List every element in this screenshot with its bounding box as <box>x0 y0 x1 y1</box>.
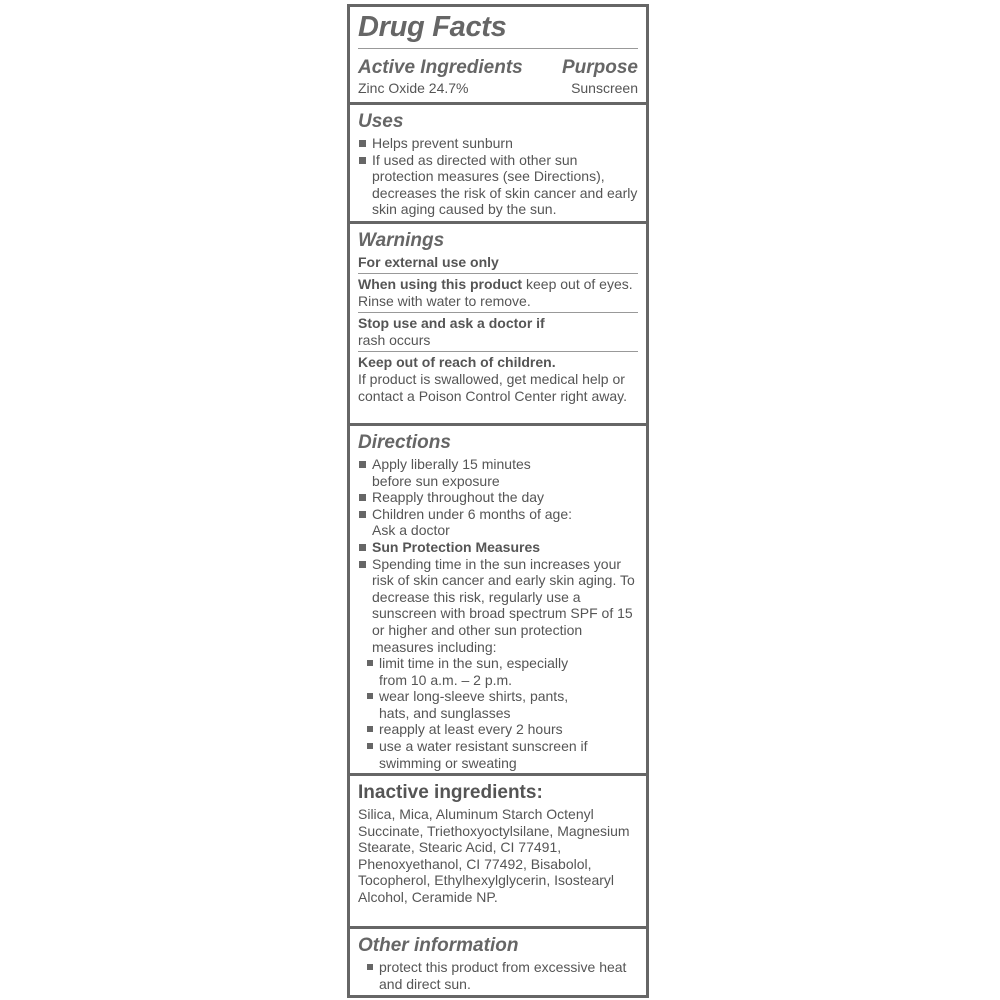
warnings-heading: Warnings <box>358 230 445 251</box>
directions-list <box>358 456 638 655</box>
active-ingredient: Zinc Oxide 24.7% <box>358 80 469 96</box>
directions-heading: Directions <box>358 432 451 453</box>
list-item: Helps prevent sunburn <box>358 135 638 152</box>
uses-heading: Uses <box>358 111 404 132</box>
list-item: Children under 6 months of age: Ask a doctor <box>358 506 638 539</box>
purpose-heading: Purpose <box>561 57 638 78</box>
list-item: If used as directed with other sun protection measures (see Directions), decreases the risk of skin cancer and early skin aging caused by the sun. <box>358 152 638 218</box>
list-item: reapply at least every 2 hours <box>366 721 638 738</box>
header-section <box>350 7 646 102</box>
keep-out-heading: Keep out of reach of children. <box>358 354 556 370</box>
other-section <box>350 926 646 995</box>
active-header-row <box>358 57 638 79</box>
list-item: Reapply throughout the day <box>358 489 638 506</box>
directions-section <box>350 423 646 776</box>
sun-protection-text <box>358 556 638 656</box>
page-title: Drug Facts <box>358 11 507 43</box>
inactive-section <box>350 773 646 929</box>
keep-out-text: If product is swallowed, get medical help or contact a Poison Control Center right away. <box>358 371 627 404</box>
warnings-rule-1 <box>358 273 638 274</box>
uses-section <box>350 102 646 224</box>
other-heading: Other information <box>358 935 519 956</box>
sun-protection-body: Spending time in the sun increases your risk of skin cancer and early skin aging. To decrease this risk, regularly use a sunscreen with broad spectrum SPF of 15 or higher and other sun protection measures including: <box>372 555 635 655</box>
warnings-section <box>350 221 646 426</box>
active-ingredient-row <box>358 80 638 97</box>
stop-use-heading: Stop use and ask a doctor if <box>358 315 545 331</box>
drug-facts-panel <box>347 4 649 998</box>
when-using-body: keep out of eyes. Rinse with water to remove. <box>358 276 633 309</box>
title-rule <box>358 48 638 49</box>
list-item: use a water resistant sunscreen if swimming or sweating <box>366 738 638 771</box>
list-item: Apply liberally 15 minutes before sun exposure <box>358 456 638 489</box>
uses-list <box>358 135 638 218</box>
other-list <box>358 959 638 992</box>
list-item: limit time in the sun, especially from 10 a.m. – 2 p.m. <box>366 655 638 688</box>
inactive-text: Silica, Mica, Aluminum Starch Octenyl Succinate, Triethoxyoctylsilane, Magnesium Stearate, Stearic Acid, CI 77491, Phenoxyethanol, CI 77492, Bisabolol, Tocopherol, Ethylhexylglycerin, Isostearyl Alcohol, Ceramide NP. <box>358 806 630 905</box>
list-item: protect this product from excessive heat and direct sun. <box>366 959 638 992</box>
stop-use-text: rash occurs <box>358 332 431 348</box>
list-item: wear long-sleeve shirts, pants, hats, and sunglasses <box>366 688 638 721</box>
warnings-rule-2 <box>358 312 638 313</box>
inactive-heading: Inactive ingredients: <box>358 782 543 803</box>
when-using-text <box>358 276 638 309</box>
sun-protection-heading: Sun Protection Measures <box>358 539 638 556</box>
external-use-text: For external use only <box>358 254 499 270</box>
active-ingredients-heading: Active Ingredients <box>358 57 523 78</box>
sun-protection-list <box>358 655 638 771</box>
active-purpose: Sunscreen <box>571 80 638 96</box>
warnings-rule-3 <box>358 351 638 352</box>
when-using-bold: When using this product <box>358 276 523 292</box>
